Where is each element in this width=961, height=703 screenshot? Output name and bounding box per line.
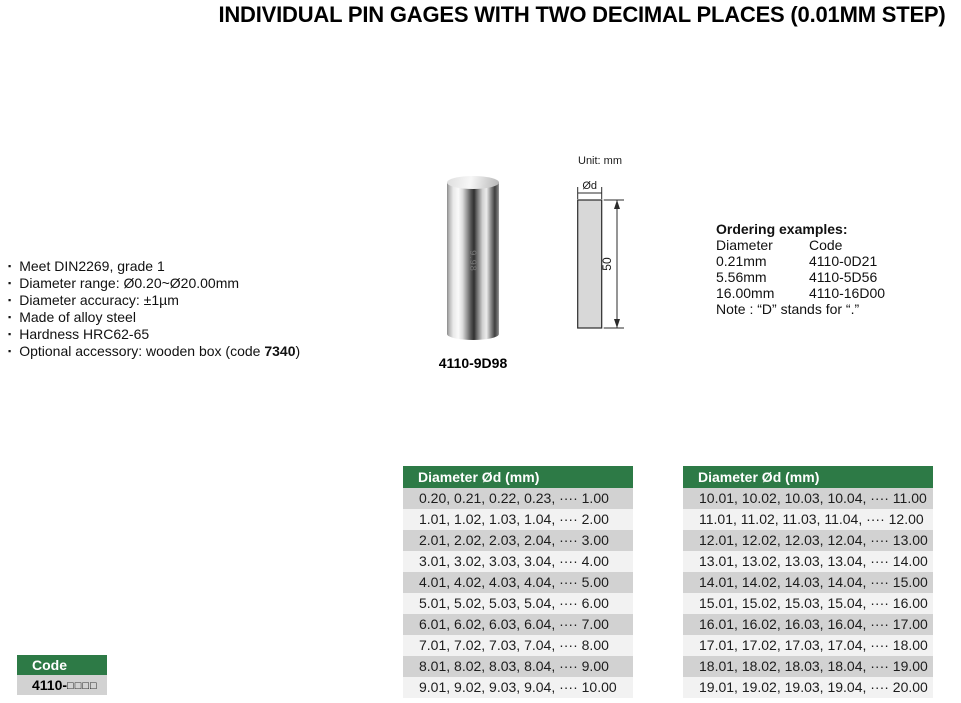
bullet-icon: ▪ xyxy=(8,295,12,305)
table-row: 5.01, 5.02, 5.03, 5.04, ···· 6.00 xyxy=(403,593,633,614)
feature-list xyxy=(8,258,300,360)
table-body xyxy=(403,488,633,698)
table-row: 16.01, 16.02, 16.03, 16.04, ···· 17.00 xyxy=(683,614,933,635)
arrow-down-icon xyxy=(614,319,620,328)
table-row: 14.01, 14.02, 14.03, 14.04, ···· 15.00 xyxy=(683,572,933,593)
table-row: 18.01, 18.02, 18.03, 18.04, ···· 19.00 xyxy=(683,656,933,677)
feature-item xyxy=(8,258,300,275)
page-title: INDIVIDUAL PIN GAGES WITH TWO DECIMAL PLACES (0.01MM STEP) xyxy=(218,2,946,27)
pin-cylinder xyxy=(447,182,499,340)
table-row: 11.01, 11.02, 11.03, 11.04, ···· 12.00 xyxy=(683,509,933,530)
feature-text: Diameter accuracy: ±1µm xyxy=(19,292,179,308)
ordering-row xyxy=(716,269,885,285)
diameter-dim-label: Ød xyxy=(582,180,598,192)
bullet-icon: ▪ xyxy=(8,261,12,271)
table-body xyxy=(683,488,933,698)
bullet-icon: ▪ xyxy=(8,278,12,288)
feature-text: Hardness HRC62-65 xyxy=(19,326,150,342)
feature-text: Meet DIN2269, grade 1 xyxy=(19,258,165,274)
pin-outline-rect xyxy=(578,200,602,328)
code-value xyxy=(17,675,107,695)
feature-text: Made of alloy steel xyxy=(19,309,136,325)
table-row: 0.20, 0.21, 0.22, 0.23, ···· 1.00 xyxy=(403,488,633,509)
feature-item xyxy=(8,292,300,309)
code-prefix: 4110- xyxy=(32,677,68,693)
ordering-row xyxy=(716,285,885,301)
table-header: Diameter Ød (mm) xyxy=(683,466,933,488)
table-row: 7.01, 7.02, 7.03, 7.04, ···· 8.00 xyxy=(403,635,633,656)
table-row: 19.01, 19.02, 19.03, 19.04, ···· 20.00 xyxy=(683,677,933,698)
bullet-icon: ▪ xyxy=(8,329,12,339)
table-row: 9.01, 9.02, 9.03, 9.04, ···· 10.00 xyxy=(403,677,633,698)
feature-item: ▪ Optional accessory: wooden box (code 7340) xyxy=(8,343,301,359)
ordering-code: 4110-16D00 xyxy=(809,285,886,301)
feature-item xyxy=(8,275,300,292)
code-box xyxy=(17,655,107,695)
table-row: 8.01, 8.02, 8.03, 8.04, ···· 9.00 xyxy=(403,656,633,677)
product-code-label: 4110-9D98 xyxy=(438,355,508,371)
table-row: 17.01, 17.02, 17.03, 17.04, ···· 18.00 xyxy=(683,635,933,656)
arrow-up-icon xyxy=(614,200,620,209)
code-box-header: Code xyxy=(17,655,107,675)
ordering-code: 4110-0D21 xyxy=(809,253,878,269)
table-row: 4.01, 4.02, 4.03, 4.04, ···· 5.00 xyxy=(403,572,633,593)
table-row: 13.01, 13.02, 13.03, 13.04, ···· 14.00 xyxy=(683,551,933,572)
feature-text: Diameter range: Ø0.20~Ø20.00mm xyxy=(19,275,240,291)
ordering-diameter: 5.56mm xyxy=(716,269,767,285)
code-placeholder-boxes: □□□□ xyxy=(67,680,98,692)
ordering-diameter: 0.21mm xyxy=(716,253,767,269)
ordering-note: Note : “D” stands for “.” xyxy=(716,301,860,317)
diameter-table-2 xyxy=(683,466,933,698)
bullet-icon: ▪ xyxy=(8,312,12,322)
ordering-code: 4110-5D56 xyxy=(809,269,878,285)
ordering-diameter: 16.00mm xyxy=(716,285,775,301)
feature-item xyxy=(8,309,300,326)
table-row: 2.01, 2.02, 2.03, 2.04, ···· 3.00 xyxy=(403,530,633,551)
table-header: Diameter Ød (mm) xyxy=(403,466,633,488)
table-row: 1.01, 1.02, 1.03, 1.04, ···· 2.00 xyxy=(403,509,633,530)
bullet-icon: ▪ xyxy=(8,346,12,356)
feature-item xyxy=(8,326,300,343)
diameter-table-1 xyxy=(403,466,633,698)
table-row: 15.01, 15.02, 15.03, 15.04, ···· 16.00 xyxy=(683,593,933,614)
table-row: 6.01, 6.02, 6.03, 6.04, ···· 7.00 xyxy=(403,614,633,635)
pin-top-ellipse xyxy=(447,176,499,189)
pin-engraving: 9.98 xyxy=(468,250,478,272)
table-row: 10.01, 10.02, 10.03, 10.04, ···· 11.00 xyxy=(683,488,933,509)
ordering-col2-header: Code xyxy=(809,237,843,253)
dimension-drawing xyxy=(565,150,645,335)
ordering-examples xyxy=(716,221,885,317)
feature-text: Optional accessory: wooden box (code xyxy=(19,343,265,359)
table-row: 3.01, 3.02, 3.03, 3.04, ···· 4.00 xyxy=(403,551,633,572)
ordering-col1-header: Diameter xyxy=(716,237,773,253)
ordering-row xyxy=(716,253,885,269)
pin-gage-photo xyxy=(447,176,499,340)
length-dim-label: 50 xyxy=(600,257,614,271)
ordering-title: Ordering examples: xyxy=(716,221,848,237)
ordering-header-row xyxy=(716,237,885,253)
table-row: 12.01, 12.02, 12.03, 12.04, ···· 13.00 xyxy=(683,530,933,551)
unit-label: Unit: mm xyxy=(578,155,622,167)
